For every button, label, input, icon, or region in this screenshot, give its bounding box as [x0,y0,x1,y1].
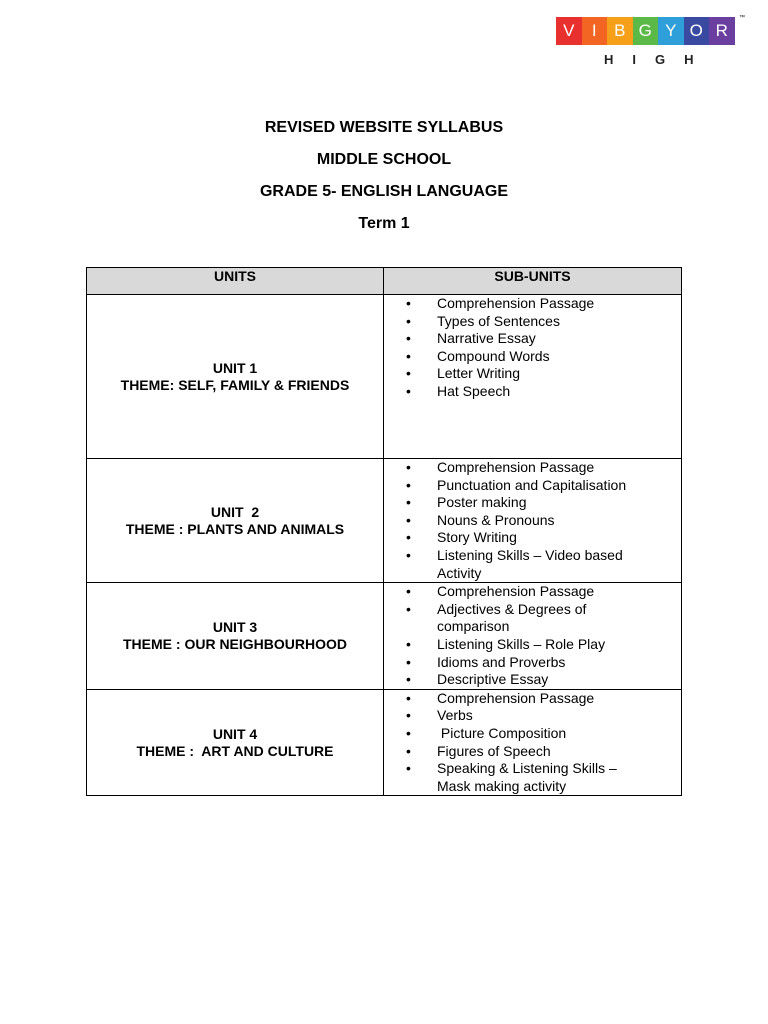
unit-cell [87,459,384,583]
subunits-list [384,583,681,689]
subunits-cell [384,583,682,690]
unit-theme: THEME : OUR NEIGHBOURHOOD [123,635,347,652]
list-item: • Listening Skills – Role Play [406,636,681,654]
list-item: • Nouns & Pronouns [406,512,681,530]
table-row [87,459,682,583]
logo-letter: Y [658,17,684,45]
subunits-cell [384,459,682,583]
list-item: • Picture Composition [406,725,681,743]
list-item: • Story Writing [406,529,681,547]
logo-letter: R [709,17,735,45]
subunits-list [384,295,681,401]
subunits-header: SUB-UNITS [384,268,682,295]
trademark-symbol: ™ [739,15,745,21]
subunits-cell [384,295,682,459]
heading-term: Term 1 [358,215,410,232]
logo-letter-bar [556,17,746,45]
unit-number: UNIT 2 [210,503,260,520]
list-item: • Adjectives & Degrees of comparison [406,601,607,636]
unit-number: UNIT 1 [212,359,258,376]
table-row [87,583,682,690]
subunits-cell [384,689,682,796]
heading-title: REVISED WEBSITE SYLLABUS [264,119,504,136]
list-item: • Comprehension Passage [406,583,681,601]
subunits-list [384,459,681,582]
list-item: • Verbs [406,707,681,725]
table-row [87,295,682,459]
list-item: • Idioms and Proverbs [406,654,681,672]
list-item: • Descriptive Essay [406,671,681,689]
logo-letter: B [607,17,633,45]
subunits-list [384,690,681,796]
list-item: • Types of Sentences [406,313,681,331]
table-row [87,689,682,796]
list-item: • Comprehension Passage [406,690,681,708]
list-item: • Comprehension Passage [406,459,681,477]
vibgyor-logo [556,17,746,72]
unit-cell [87,689,384,796]
document-headings [0,117,768,245]
units-header: UNITS [87,268,384,295]
logo-letter: G [633,17,659,45]
unit-number: UNIT 4 [212,725,258,742]
unit-theme: THEME : ART AND CULTURE [136,742,334,759]
syllabus-table [86,267,682,796]
logo-subtitle: HIGH [604,52,713,67]
logo-letter: V [556,17,582,45]
list-item: • Compound Words [406,348,681,366]
list-item: • Listening Skills – Video based Activity [406,547,653,582]
heading-school: MIDDLE SCHOOL [316,151,452,168]
list-item: • Punctuation and Capitalisation [406,477,681,495]
logo-letter: I [582,17,608,45]
unit-number: UNIT 3 [212,618,258,635]
table-header-row [87,268,682,295]
list-item: • Poster making [406,494,681,512]
unit-theme: THEME: SELF, FAMILY & FRIENDS [120,376,350,393]
list-item: • Letter Writing [406,365,681,383]
unit-cell [87,295,384,459]
list-item: • Figures of Speech [406,743,681,761]
list-item: • Speaking & Listening Skills – Mask making activity [406,760,653,795]
list-item: • Narrative Essay [406,330,681,348]
unit-cell [87,583,384,690]
unit-theme: THEME : PLANTS AND ANIMALS [125,520,345,537]
heading-grade: GRADE 5- ENGLISH LANGUAGE [259,183,508,200]
list-item: • Hat Speech [406,383,681,401]
logo-letter: O [684,17,710,45]
list-item: • Comprehension Passage [406,295,681,313]
